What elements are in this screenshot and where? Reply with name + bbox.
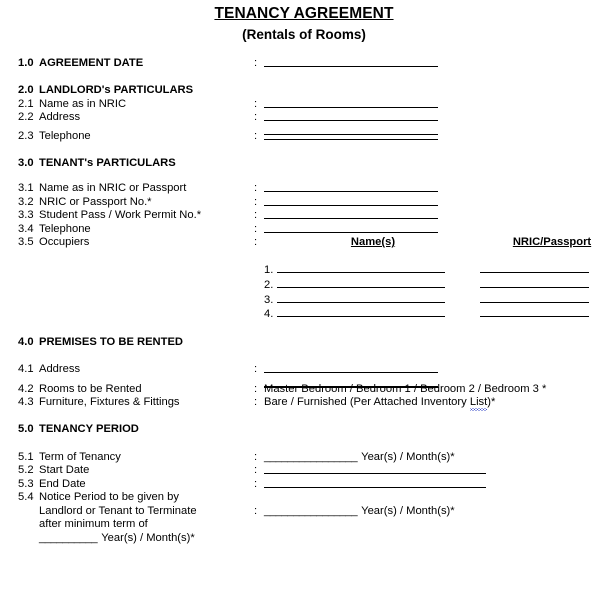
spellcheck-misspelled-word: List — [469, 396, 488, 409]
colon-separator: : — [254, 464, 258, 477]
field-label: Name as in NRIC or Passport — [39, 182, 187, 195]
colon-separator: : — [254, 129, 258, 142]
occupier-name-input[interactable] — [277, 263, 445, 264]
term-of-tenancy-input[interactable] — [264, 451, 608, 464]
colon-separator: : — [254, 504, 258, 517]
notice-label-line-1: Notice Period to be given by — [39, 491, 179, 504]
field-number: 2.3 — [18, 129, 34, 142]
field-landlord-name — [0, 98, 608, 111]
document-header — [0, 0, 608, 43]
field-label: Name as in NRIC — [39, 97, 127, 110]
section-number: 3.0 — [18, 157, 34, 170]
section-tenant-particulars — [0, 157, 608, 170]
section-label: LANDLORD's PARTICULARS — [39, 84, 194, 97]
tenant-pass-input[interactable] — [264, 209, 608, 210]
occupier-nric-input[interactable] — [480, 307, 589, 308]
fill-in-rule — [480, 287, 589, 288]
premises-address-input-line1[interactable] — [264, 363, 608, 364]
colon-separator: : — [254, 111, 258, 124]
notice-label-line-3: after minimum term of — [39, 518, 148, 531]
notice-period-input[interactable] — [264, 505, 608, 518]
section-number: 5.0 — [18, 423, 34, 436]
fill-in-rule — [264, 107, 438, 108]
page-subtitle: (Rentals of Rooms) — [242, 27, 366, 42]
notice-minimum-term-row — [39, 532, 254, 546]
field-label: Rooms to be Rented — [39, 382, 142, 395]
row-index: 2. — [264, 279, 274, 292]
section-label: AGREEMENT DATE — [39, 57, 144, 69]
field-label: Term of Tenancy — [39, 450, 121, 463]
furniture-text-prefix: Bare / Furnished (Per Attached Inventory — [264, 396, 470, 409]
section-label: TENANCY PERIOD — [39, 423, 139, 436]
field-end-date — [0, 478, 608, 491]
field-rooms-to-be-rented — [0, 383, 608, 396]
row-index: 4. — [264, 308, 274, 321]
field-occupiers — [0, 236, 608, 249]
field-furniture-fixtures — [0, 396, 608, 409]
field-number: 3.1 — [18, 182, 34, 195]
occupiers-col-header-names: Name(s) — [350, 236, 396, 249]
premises-address-input-line3[interactable] — [264, 378, 608, 379]
fill-in-rule — [264, 66, 438, 67]
rooms-options-text[interactable]: Master Bedroom / Bedroom 1 / Bedroom 2 / Bedroom 3 * — [264, 382, 547, 395]
colon-separator: : — [254, 182, 258, 195]
start-date-input[interactable] — [264, 464, 608, 465]
colon-separator: : — [254, 195, 258, 208]
colon-separator: : — [254, 57, 258, 69]
field-number: 4.3 — [18, 396, 34, 409]
tenant-telephone-input[interactable] — [264, 223, 608, 224]
fill-in-rule — [277, 272, 445, 273]
field-premises-address — [0, 363, 608, 376]
field-landlord-address — [0, 111, 608, 124]
field-term-of-tenancy — [0, 451, 608, 464]
field-tenant-pass — [0, 209, 608, 222]
field-label: Telephone — [39, 222, 91, 235]
notice-period-value — [264, 491, 608, 518]
fill-in-rule — [264, 473, 486, 474]
table-row — [264, 293, 608, 308]
occupier-nric-input[interactable] — [480, 293, 589, 294]
section-premises — [0, 336, 608, 349]
fill-in-underscores[interactable]: __________ — [39, 531, 98, 544]
section-number: 1.0 — [18, 57, 34, 69]
field-label: Occupiers — [39, 236, 90, 249]
occupiers-table-header — [264, 236, 608, 249]
row-index: 1. — [264, 264, 274, 277]
table-row — [264, 307, 608, 322]
fill-in-rule — [277, 302, 445, 303]
colon-separator: : — [254, 97, 258, 110]
field-label: Start Date — [39, 464, 90, 477]
end-date-input[interactable] — [264, 478, 608, 479]
field-number: 3.4 — [18, 222, 34, 235]
field-number: 5.3 — [18, 477, 34, 490]
field-tenant-telephone — [0, 223, 608, 236]
occupiers-col-header-nric: NRIC/Passport — [512, 236, 592, 249]
field-number: 3.5 — [18, 236, 34, 249]
tenant-nric-input[interactable] — [264, 196, 608, 197]
colon-separator: : — [254, 222, 258, 235]
field-notice-period — [0, 491, 608, 545]
fill-in-rule — [264, 232, 438, 233]
fill-in-rule — [480, 302, 589, 303]
fill-in-rule — [480, 316, 589, 317]
colon-separator: : — [254, 396, 258, 409]
field-label-multiline — [39, 491, 254, 545]
field-label: NRIC or Passport No.* — [39, 195, 152, 208]
field-number: 2.1 — [18, 97, 34, 110]
term-unit-suffix: Year(s) / Month(s)* — [361, 450, 455, 463]
fill-in-rule — [264, 218, 438, 219]
field-number: 4.1 — [18, 363, 34, 376]
fill-in-underscores: ________________ — [264, 450, 358, 463]
field-number: 3.2 — [18, 195, 34, 208]
field-landlord-telephone — [0, 130, 608, 143]
field-label: End Date — [39, 477, 86, 490]
section-label: TENANT's PARTICULARS — [39, 157, 176, 170]
occupier-nric-input[interactable] — [480, 263, 589, 264]
table-row — [264, 263, 608, 278]
occupiers-rows — [264, 263, 608, 321]
agreement-date-field[interactable] — [264, 57, 608, 58]
occupier-name-input[interactable] — [277, 307, 445, 308]
field-tenant-name — [0, 182, 608, 195]
fill-in-rule — [480, 272, 589, 273]
field-tenant-nric — [0, 196, 608, 209]
landlord-address-input-line1[interactable] — [264, 111, 608, 112]
colon-separator-wrap — [254, 491, 264, 518]
colon-separator: : — [254, 209, 258, 222]
page-title: TENANCY AGREEMENT — [214, 5, 394, 22]
occupiers-table — [0, 263, 608, 321]
landlord-name-input[interactable] — [264, 98, 608, 99]
fill-in-rule — [264, 205, 438, 206]
fill-in-underscores: ________________ — [264, 504, 358, 517]
table-row — [264, 278, 608, 293]
field-premises-address-line3 — [0, 378, 608, 379]
fill-in-rule — [264, 372, 438, 373]
colon-separator: : — [254, 382, 258, 395]
landlord-address-input-line2[interactable] — [264, 125, 608, 126]
field-number: 5.1 — [18, 450, 34, 463]
field-number: 4.2 — [18, 382, 34, 395]
fill-in-rule — [264, 139, 438, 140]
section-number: 2.0 — [18, 84, 34, 97]
field-label: Telephone — [39, 129, 91, 142]
field-label: Student Pass / Work Permit No.* — [39, 209, 202, 222]
occupier-name-input[interactable] — [277, 293, 445, 294]
section-label: PREMISES TO BE RENTED — [39, 335, 184, 348]
field-landlord-address-line2 — [0, 125, 608, 126]
minimum-term-unit-suffix: Year(s) / Month(s)* — [101, 531, 195, 544]
colon-separator: : — [254, 450, 258, 463]
landlord-telephone-input[interactable] — [264, 130, 608, 131]
field-label: Address — [39, 111, 81, 124]
tenant-name-input[interactable] — [264, 182, 608, 183]
field-label: Address — [39, 363, 81, 376]
notice-label-line-2: Landlord or Tenant to Terminate — [39, 504, 197, 517]
fill-in-rule — [277, 287, 445, 288]
section-number: 4.0 — [18, 335, 34, 348]
colon-separator: : — [254, 236, 258, 249]
occupiers-header-row — [264, 236, 608, 249]
fill-in-rule — [277, 316, 445, 317]
fill-in-rule — [264, 487, 486, 488]
fill-in-rule — [264, 191, 438, 192]
row-index: 3. — [264, 293, 274, 306]
field-number: 5.2 — [18, 464, 34, 477]
field-start-date — [0, 464, 608, 477]
occupier-nric-input[interactable] — [480, 278, 589, 279]
section-landlord-particulars — [0, 84, 608, 97]
furniture-options-text[interactable] — [264, 396, 608, 409]
field-label: Furniture, Fixtures & Fittings — [39, 396, 180, 409]
section-tenancy-period — [0, 423, 608, 436]
fill-in-rule — [264, 120, 438, 121]
field-number: 3.3 — [18, 209, 34, 222]
furniture-text-suffix: )* — [487, 396, 496, 409]
colon-separator: : — [254, 363, 258, 376]
colon-separator: : — [254, 477, 258, 490]
field-number: 2.2 — [18, 111, 34, 124]
section-agreement-date — [0, 57, 608, 70]
notice-unit-suffix: Year(s) / Month(s)* — [361, 504, 455, 517]
field-number: 5.4 — [18, 491, 34, 504]
occupier-name-input[interactable] — [277, 278, 445, 279]
